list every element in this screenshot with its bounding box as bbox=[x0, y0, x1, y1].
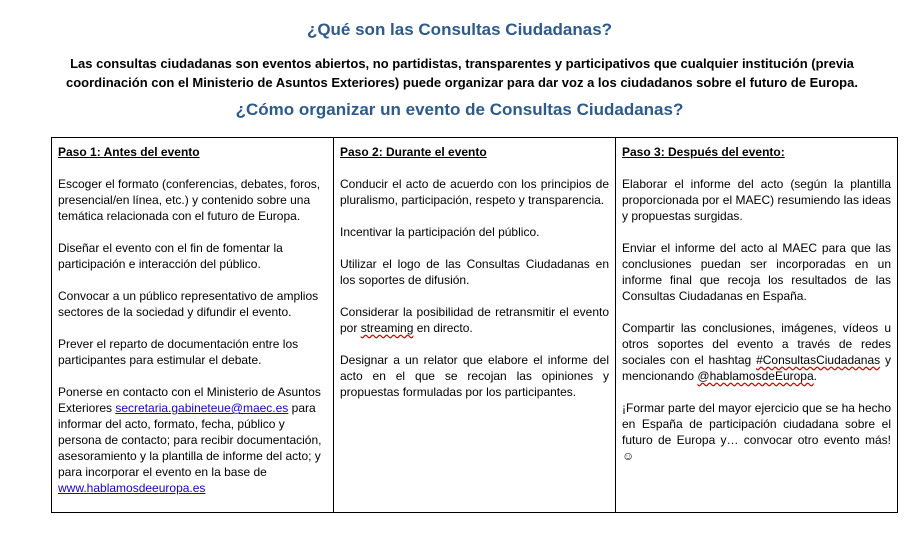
email-link[interactable]: secretaria.gabineteue@maec.es bbox=[115, 401, 289, 415]
step-1-p5-text-a: Ponerse en contacto con el Ministerio de Asuntos Exteriores bbox=[58, 385, 321, 415]
website-link[interactable]: www.hablamosdeeuropa.es bbox=[58, 481, 206, 495]
step-2-p4-text-a: Considerar la posibilidad de retransmitir el evento por bbox=[340, 305, 609, 335]
step-1-p5 bbox=[58, 384, 327, 496]
step-2-p4-text-b: en directo. bbox=[413, 321, 473, 335]
title-que-son: ¿Qué son las Consultas Ciudadanas? bbox=[306, 20, 613, 39]
step-3-p1: Elaborar el informe del acto (según la plantilla proporcionada por el MAEC) resumiendo las ideas y propuestas surgidas. bbox=[622, 177, 891, 223]
step-2-p2: Incentivar la participación del público. bbox=[340, 225, 540, 239]
step-2-p5: Designar a un relator que elabore el informe del acto en el que se recojan las opiniones y propuestas formuladas por los participantes. bbox=[340, 353, 609, 399]
step-2-p3: Utilizar el logo de las Consultas Ciudadanas en los soportes de difusión. bbox=[340, 257, 609, 287]
step-3-p4: ¡Formar parte del mayor ejercicio que se ha hecho en España de participación ciudadana sobre el futuro de Europa y… convocar otro evento más! ☺ bbox=[622, 401, 891, 463]
title-como-organizar: ¿Cómo organizar un evento de Consultas Ciudadanas? bbox=[235, 100, 684, 119]
step-1-p1: Escoger el formato (conferencias, debates, foros, presencial/en línea, etc.) y contenido sobre una temática relacionada con el futuro de Europa. bbox=[58, 177, 321, 223]
step-3-p2: Enviar el informe del acto al MAEC para que las conclusiones puedan ser incorporadas en un informe final que recoja los resultados de las Consultas Ciudadanas en España. bbox=[622, 241, 891, 303]
step-2-heading: Paso 2: Durante el evento bbox=[340, 145, 487, 159]
step-3-p3-text-a: Compartir las conclusiones, imágenes, vídeos u otros soportes del evento a través de redes sociales con el hashtag bbox=[622, 321, 891, 367]
handle-text: @hablamosdeEuropa bbox=[697, 369, 814, 383]
step-3-p3-text-c: . bbox=[813, 369, 817, 383]
step-3-heading: Paso 3: Después del evento: bbox=[622, 145, 785, 159]
intro-paragraph bbox=[62, 54, 862, 92]
step-3-p3 bbox=[622, 320, 891, 384]
step-2-cell bbox=[334, 138, 616, 513]
step-3-p3-text-b: y mencionando bbox=[622, 353, 891, 383]
hashtag-text: #ConsultasCiudadanas bbox=[756, 353, 881, 367]
intro-line-1: Las consultas ciudadanas son eventos abiertos, no partidistas, transparentes y participativos que cualquier institución (previa bbox=[70, 56, 854, 71]
step-1-cell bbox=[52, 138, 334, 513]
step-3-cell bbox=[616, 138, 898, 513]
steps-row bbox=[52, 138, 898, 513]
step-1-p4: Prever el reparto de documentación entre los participantes para estimular el debate. bbox=[58, 337, 299, 367]
step-2-p4 bbox=[340, 304, 609, 336]
step-1-p3: Convocar a un público representativo de amplios sectores de la sociedad y difundir el evento. bbox=[58, 289, 319, 319]
step-1-heading: Paso 1: Antes del evento bbox=[58, 145, 200, 159]
step-2-p1: Conducir el acto de acuerdo con los principios de pluralismo, participación, respeto y transparencia. bbox=[340, 177, 609, 207]
intro-line-2: coordinación con el Ministerio de Asuntos Exteriores) puede organizar para dar voz a los ciudadanos sobre el futuro de Europa. bbox=[66, 75, 858, 90]
step-1-p5-text-b: para informar del acto, formato, fecha, público y persona de contacto; para recibir documentación, asesoramiento y la plantilla de informe del acto; y para incorporar el evento en la base de bbox=[58, 401, 322, 479]
streaming-word: streaming bbox=[360, 321, 414, 335]
step-1-p2: Diseñar el evento con el fin de fomentar la participación e interacción del público. bbox=[58, 241, 283, 271]
steps-table bbox=[51, 137, 898, 513]
